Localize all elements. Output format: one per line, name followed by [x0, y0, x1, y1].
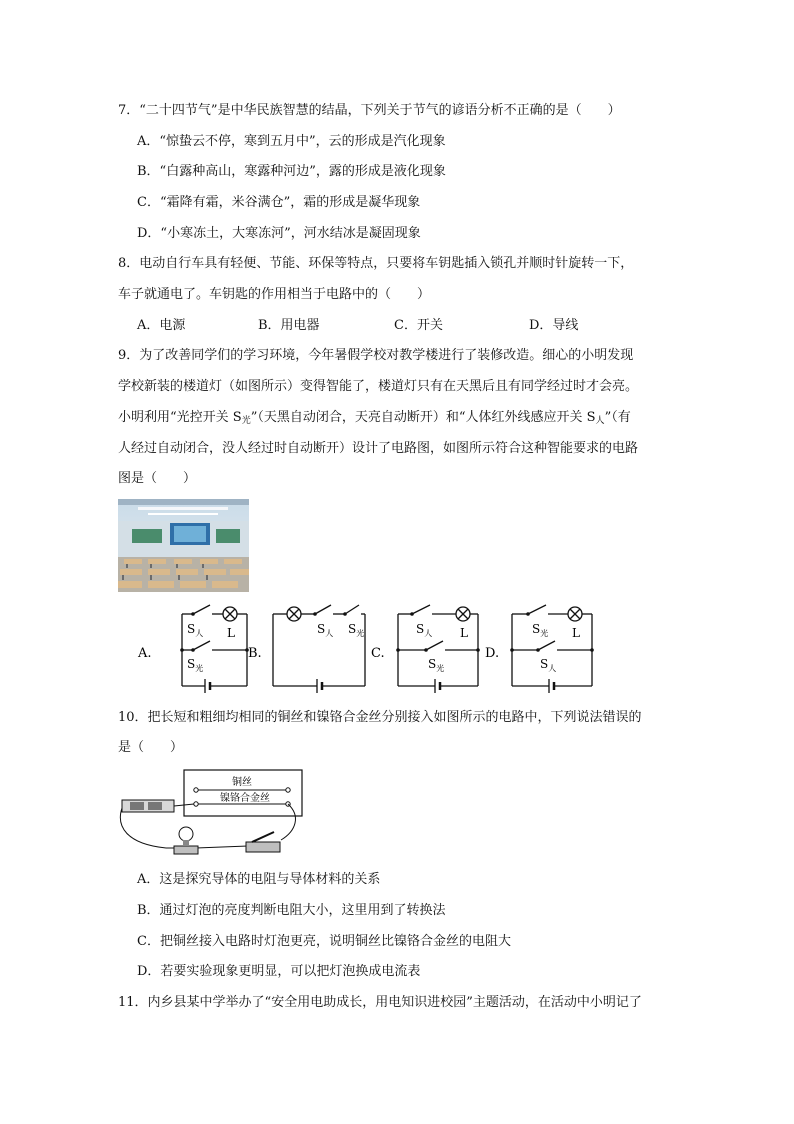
q10-option-d: D．若要实验现象更明显，可以把灯泡换成电流表 — [137, 964, 421, 979]
classroom-photo — [118, 499, 249, 592]
svg-text:A.: A. — [138, 646, 152, 661]
copper-wire-label: 铜丝 — [232, 777, 252, 788]
circuit-b — [245, 600, 370, 695]
circuit-a — [135, 600, 260, 695]
q10-option-a: A．这是探究导体的电阻与导体材料的关系 — [137, 872, 381, 887]
svg-text:S光: $S_光$ — [348, 622, 365, 638]
circuit-c — [368, 600, 493, 695]
q8-stem-line2: 车子就通电了。车钥匙的作用相当于电路中的（ ） — [118, 287, 431, 302]
q7-option-b: B．“白露种高山，寒露种河边”，露的形成是液化现象 — [137, 164, 446, 179]
q7-option-a: A．“惊蛰云不停，寒到五月中”，云的形成是汽化现象 — [137, 134, 446, 149]
q9-line5: 图是（ ） — [118, 471, 197, 486]
q10-line2: 是（ ） — [118, 740, 184, 755]
nichrome-wire-label: 镍铬合金丝 — [220, 793, 270, 804]
q8-stem-line1: 8．电动自行车具有轻便、节能、环保等特点，只要将车钥匙插入锁孔并顺时针旋转一下， — [118, 256, 634, 271]
svg-text:B.: B. — [248, 646, 262, 661]
resistance-experiment-figure — [116, 766, 306, 860]
svg-text:L: L — [572, 626, 580, 640]
q10-option-b: B．通过灯泡的亮度判断电阻大小，这里用到了转换法 — [137, 903, 446, 918]
q8-option-c: C．开关 — [394, 318, 443, 333]
q9-line1: 9．为了改善同学们的学习环境，今年暑假学校对教学楼进行了装修改造。细心的小明发现 — [118, 348, 634, 363]
q8-option-d: D．导线 — [529, 318, 579, 333]
svg-text:S光: $S_光$ — [428, 657, 445, 673]
svg-text:C.: C. — [371, 646, 385, 661]
svg-text:S光: $S_光$ — [187, 657, 204, 673]
svg-text:S人: $S_人$ — [540, 657, 557, 673]
q7-option-c: C．“霜降有霜，米谷满仓”，霜的形成是凝华现象 — [137, 195, 421, 210]
q9-line2: 学校新装的楼道灯（如图所示）变得智能了，楼道灯只有在天黑后且有同学经过时才会亮。 — [118, 379, 639, 394]
svg-text:S人: $S_人$ — [416, 622, 433, 638]
q8-option-b: B．用电器 — [258, 318, 320, 333]
svg-text:L: L — [460, 626, 468, 640]
q10-line1: 10．把长短和粗细均相同的铜丝和镍铬合金丝分别接入如图所示的电路中，下列说法错误的 — [118, 710, 642, 725]
svg-text:S人: $S_人$ — [187, 622, 204, 638]
svg-text:L: L — [227, 626, 235, 640]
q11-line1: 11．内乡县某中学举办了“安全用电助成长，用电知识进校园”主题活动，在活动中小明记了 — [118, 995, 642, 1010]
svg-text:S人: $S_人$ — [317, 622, 334, 638]
q9-line4: 人经过自动闭合，没人经过时自动断开）设计了电路图，如图所示符合这种智能要求的电路 — [118, 441, 639, 456]
svg-text:D.: D. — [485, 646, 500, 661]
q8-option-a: A．电源 — [137, 318, 186, 333]
svg-text:S光: $S_光$ — [532, 622, 549, 638]
circuit-d — [482, 600, 607, 695]
q10-option-c: C．把铜丝接入电路时灯泡更亮，说明铜丝比镍铬合金丝的电阻大 — [137, 934, 511, 949]
q9-line3: 小明利用“光控开关 $S_光$”（天黑自动闭合，天亮自动断开）和“人体红外线感应开关 $S_人$”（有 — [118, 410, 631, 426]
q7-stem: 7．“二十四节气”是中华民族智慧的结晶，下列关于节气的谚语分析不正确的是（ ） — [118, 103, 621, 118]
q7-option-d: D．“小寒冻土，大寒冻河”，河水结冰是凝固现象 — [137, 226, 421, 241]
